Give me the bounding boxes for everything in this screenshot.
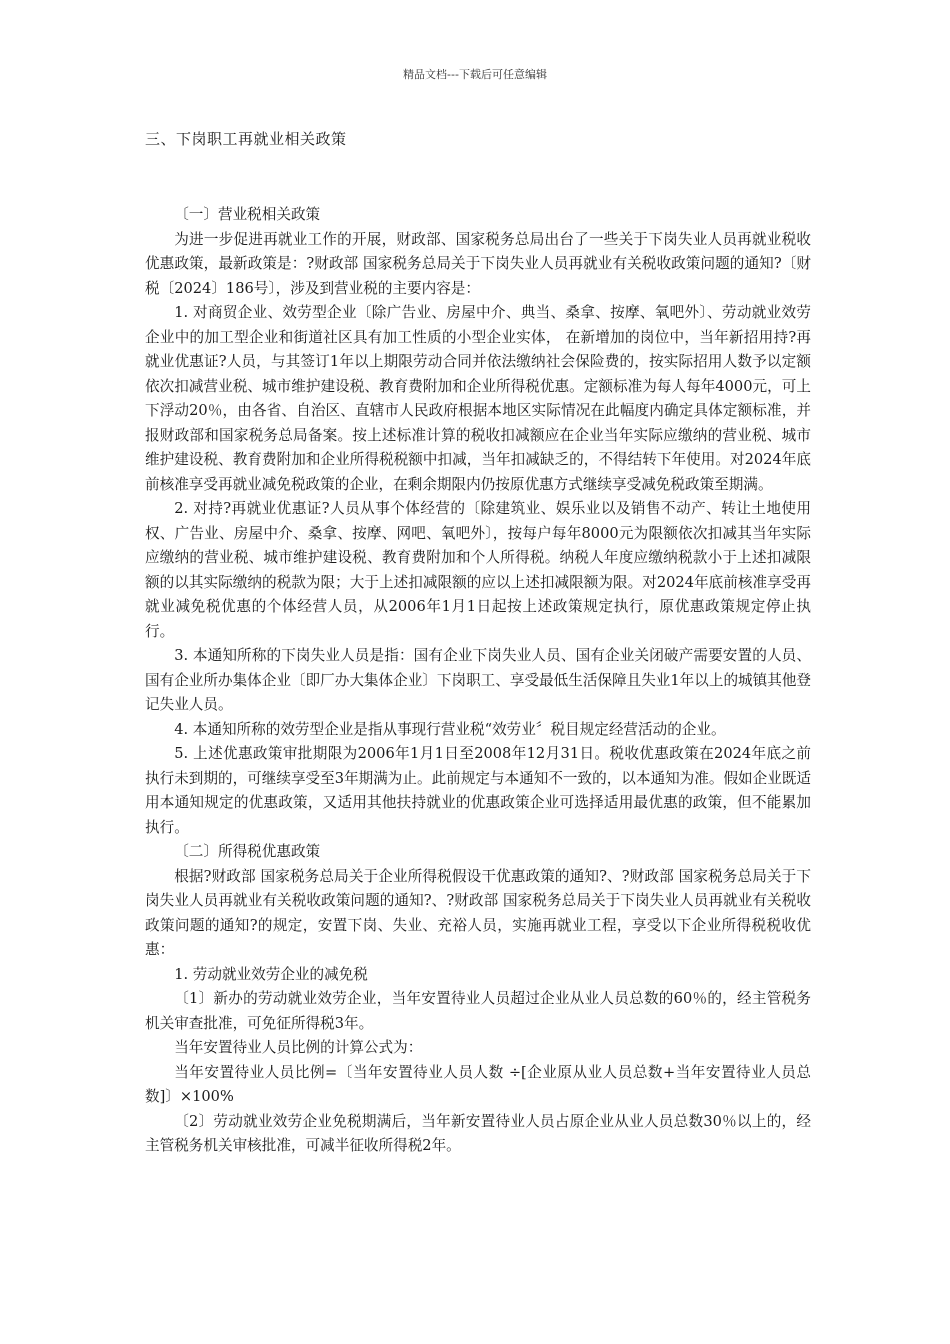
paragraph-formula: 当年安置待业人员比例=〔当年安置待业人员人数 ÷[企业原从业人员总数+当年安置待业人员总数]〕×100% <box>145 1063 811 1105</box>
section-title: 三、下岗职工再就业相关政策 <box>145 130 347 148</box>
paragraph-sub-1-1: 〔1〕新办的劳动就业效劳企业，当年安置待业人员超过企业从业人员总数的60％的，经主管税务机关审查批准，可免征所得税3年。 <box>145 990 811 1032</box>
document-body <box>145 203 811 1159</box>
paragraph-item-3: 3. 本通知所称的下岗失业人员是指：国有企业下岗失业人员、国有企业关闭破产需要安置的人员、国有企业所办集体企业〔即厂办大集体企业〕下岗职工、享受最低生活保障且失业1年以上的城镇其他登记失业人员。 <box>145 647 812 713</box>
page-header: 精品文档---下载后可任意编辑 <box>403 68 547 81</box>
paragraph-item-1: 1. 对商贸企业、效劳型企业〔除广告业、房屋中介、典当、桑拿、按摩、氧吧外〕、劳动就业效劳企业中的加工型企业和街道社区具有加工性质的小型企业实体， 在新增加的岗位中，当年新招用持?再就业优惠证?人员，与其签订1年以上期限劳动合同并依法缴纳社会保险费的，按实际招用人数予以定额依次扣减营业税、城市维护建设税、教育费附加和企业所得税优惠。定额标准为每人每年4000元，可上下浮动20％，由各省、自治区、直辖市人民政府根据本地区实际情况在此幅度内确定具体定额标准，并报财政部和国家税务总局备案。按上述标准计算的税收扣减额应在企业当年实际应缴纳的营业税、城市维护建设税、教育费附加和企业所得税税额中扣减，当年扣减缺乏的，不得结转下年使用。对2024年底前核准享受再就业减免税政策的企业，在剩余期限内仍按原优惠方式继续享受减免税政策至期满。 <box>145 304 811 493</box>
paragraph-formula-intro: 当年安置待业人员比例的计算公式为： <box>174 1039 423 1056</box>
subsection-heading-1: 〔一〕营业税相关政策 <box>174 206 321 223</box>
paragraph-item-4: 4. 本通知所称的效劳型企业是指从事现行营业税“效劳业〞税目规定经营活动的企业。 <box>174 720 726 738</box>
subsection-heading-2: 〔二〕所得税优惠政策 <box>174 843 321 860</box>
paragraph-item-2: 2. 对持?再就业优惠证?人员从事个体经营的〔除建筑业、娱乐业以及销售不动产、转让土地使用权、广告业、房屋中介、桑拿、按摩、网吧、氧吧外〕，按每户每年8000元为限额依次扣减其当年实际应缴纳的营业税、城市维护建设税、教育费附加和个人所得税。纳税人年度应缴纳税款小于上述扣减限额的以其实际缴纳的税款为限；大于上述扣减限额的应以上述扣减限额为限。对2024年底前核准享受再就业减免税优惠的个体经营人员，从2006年1月1日起按上述政策规定执行，原优惠政策规定停止执行。 <box>145 500 811 640</box>
paragraph-basis: 根据?财政部 国家税务总局关于企业所得税假设干优惠政策的通知?、?财政部 国家税务总局关于下岗失业人员再就业有关税收政策问题的通知?、?财政部 国家税务总局关于下岗失业人员再就业有关税收政策问题的通知?的规定，安置下岗、失业、充裕人员，实施再就业工程，享受以下企业所得税税收优惠： <box>145 867 811 958</box>
paragraph-sub-1: 1. 劳动就业效劳企业的减免税 <box>174 965 368 983</box>
paragraph-item-5: 5. 上述优惠政策审批期限为2006年1月1日至2008年12月31日。税收优惠政策在2024年底之前执行未到期的，可继续享受至3年期满为止。此前规定与本通知不一致的，以本通知为准。假如企业既适用本通知规定的优惠政策，又适用其他扶持就业的优惠政策企业可选择适用最优惠的政策，但不能累加执行。 <box>145 745 812 836</box>
paragraph-intro: 为进一步促进再就业工作的开展，财政部、国家税务总局出台了一些关于下岗失业人员再就业税收优惠政策，最新政策是：?财政部 国家税务总局关于下岗失业人员再就业有关税收政策问题的通知?〔财税〔2024〕186号〕，涉及到营业税的主要内容是： <box>145 230 811 297</box>
paragraph-sub-1-2: 〔2〕劳动就业效劳企业免税期满后，当年新安置待业人员占原企业从业人员总数30％以上的，经主管税务机关审核批准，可减半征收所得税2年。 <box>145 1112 811 1154</box>
